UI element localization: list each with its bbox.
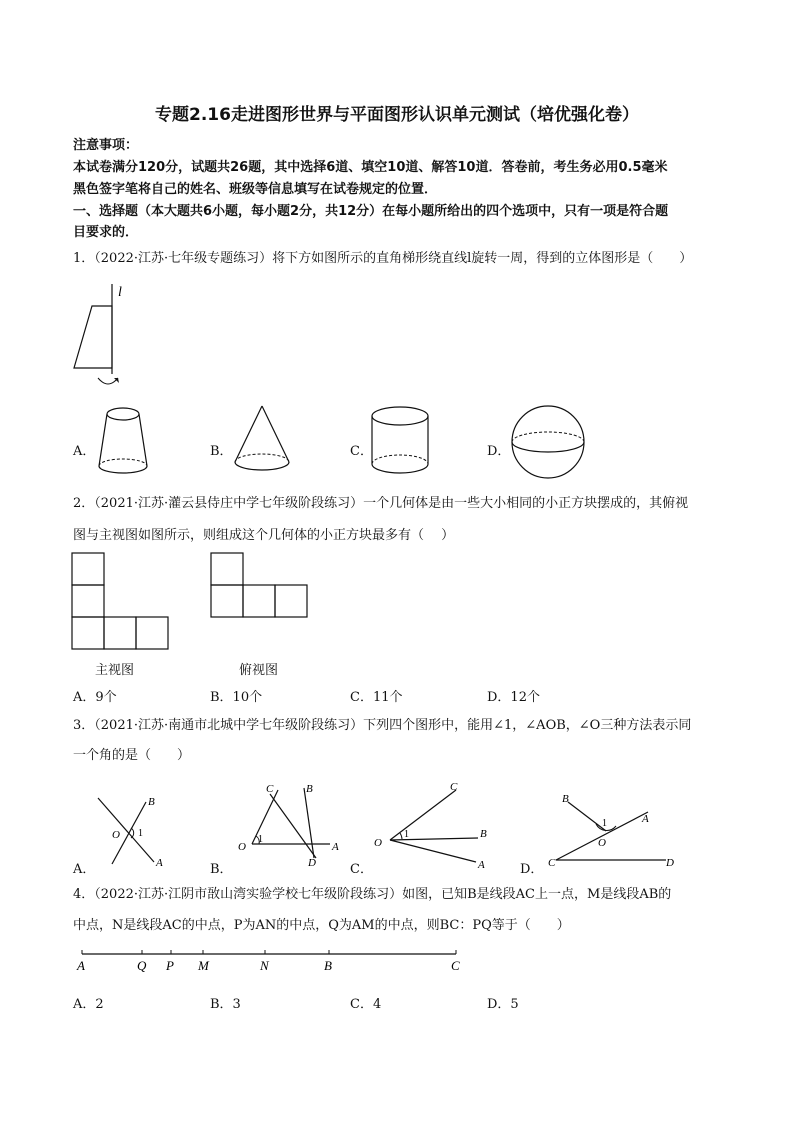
svg-text:O: O xyxy=(112,829,120,841)
q1-axis-label: l xyxy=(118,285,122,300)
q3-figure-b xyxy=(232,778,352,870)
q4-point-label: M xyxy=(198,958,209,973)
svg-text:A: A xyxy=(478,859,485,870)
q1-option-d[interactable]: D． xyxy=(487,444,511,459)
q3-option-d[interactable]: D． xyxy=(520,862,544,877)
q1-frustum-figure xyxy=(92,404,154,476)
q4-point-label: B xyxy=(324,958,332,973)
q4-stem-line-2: 中点，N是线段AC的中点，P为AN的中点，Q为AM的中点，则BC：PQ等于（ ） xyxy=(73,918,570,933)
svg-text:1: 1 xyxy=(138,828,143,839)
q3-figure-c xyxy=(372,778,502,870)
q1-option-a[interactable]: A． xyxy=(73,444,96,459)
svg-text:C: C xyxy=(450,781,458,793)
svg-text:B: B xyxy=(480,828,487,840)
q2-top-view-figure xyxy=(210,552,310,622)
q2-option-c[interactable]: C．11个 xyxy=(350,690,403,705)
q4-point-label: N xyxy=(260,958,269,973)
section-heading-line-1: 一、选择题（本大题共6小题，每小题2分，共12分）在每小题所给出的四个选项中，只有一项是符合题 xyxy=(73,204,669,219)
page-title: 专题2.16走进图形世界与平面图形认识单元测试（培优强化卷） xyxy=(155,105,639,125)
q4-stem-line-1: 4．（2022·江苏·江阴市敔山湾实验学校七年级阶段练习）如图，已知B是线段AC上一点，M是线段AB的 xyxy=(73,887,672,902)
q2-front-view-caption: 主视图 xyxy=(95,663,135,678)
svg-text:C: C xyxy=(548,857,556,868)
q3-stem-line-2: 一个角的是（ ） xyxy=(73,748,191,763)
svg-text:O: O xyxy=(238,841,246,853)
svg-text:B: B xyxy=(306,783,313,795)
q4-segment-figure xyxy=(68,946,468,978)
svg-text:O: O xyxy=(374,837,382,849)
q1-trapezoid-figure xyxy=(68,282,138,394)
q1-option-c[interactable]: C． xyxy=(350,444,373,459)
q1-option-b[interactable]: B． xyxy=(210,444,233,459)
q2-front-view-figure xyxy=(71,552,171,652)
q2-option-d[interactable]: D．12个 xyxy=(487,690,540,705)
svg-text:O: O xyxy=(598,837,606,849)
q4-option-b[interactable]: B．3 xyxy=(210,997,241,1012)
q2-top-view-caption: 俯视图 xyxy=(239,663,279,678)
svg-text:D: D xyxy=(666,857,674,868)
q4-point-label: Q xyxy=(137,958,147,973)
svg-text:A: A xyxy=(332,841,339,853)
q1-cone-figure xyxy=(230,404,294,474)
svg-text:1: 1 xyxy=(404,829,409,840)
svg-text:A: A xyxy=(642,813,649,825)
svg-text:A: A xyxy=(156,857,163,869)
section-heading-line-2: 目要求的． xyxy=(73,225,139,240)
q4-option-a[interactable]: A．2 xyxy=(73,997,104,1012)
q1-cylinder-figure xyxy=(368,404,432,476)
q4-point-label: A xyxy=(77,958,85,973)
notice-line-2: 黑色签字笔将自己的姓名、班级等信息填写在试卷规定的位置． xyxy=(73,182,438,197)
q2-option-a[interactable]: A．9个 xyxy=(73,690,117,705)
q1-stem: 1．（2022·江苏·七年级专题练习）将下方如图所示的直角梯形绕直线l旋转一周，得到的立体图形是（ ） xyxy=(73,251,693,266)
q4-option-c[interactable]: C．4 xyxy=(350,997,382,1012)
notice-line-1: 本试卷满分120分，试题共26题，其中选择6道、填空10道、解答10道．答卷前，考生务必用0.5毫米 xyxy=(73,160,668,175)
q2-stem-line-1: 2．（2021·江苏·灌云县侍庄中学七年级阶段练习）一个几何体是由一些大小相同的小正方块摆成的，其俯视 xyxy=(73,496,689,511)
q4-option-d[interactable]: D．5 xyxy=(487,997,519,1012)
svg-text:1: 1 xyxy=(258,834,263,845)
svg-text:D: D xyxy=(308,857,316,869)
q3-figure-a xyxy=(92,790,172,870)
svg-text:B: B xyxy=(148,796,155,808)
q2-stem-line-2: 图与主视图如图所示，则组成这个几何体的小正方块最多有（ ） xyxy=(73,528,455,543)
svg-text:1: 1 xyxy=(602,818,607,829)
q3-stem-line-1: 3．（2021·江苏·南通市北城中学七年级阶段练习）下列四个图形中，能用∠1，∠AOB，∠O三种方法表示同 xyxy=(73,718,692,733)
notice-heading: 注意事项： xyxy=(73,138,139,153)
q3-option-b[interactable]: B． xyxy=(210,862,233,877)
q4-point-label: P xyxy=(166,958,174,973)
q1-sphere-figure xyxy=(508,404,588,482)
q2-option-b[interactable]: B．10个 xyxy=(210,690,263,705)
q4-point-label: C xyxy=(451,958,460,973)
q3-option-a[interactable]: A． xyxy=(73,862,96,877)
q3-figure-d xyxy=(544,788,694,868)
q3-option-c[interactable]: C． xyxy=(350,862,373,877)
svg-text:B: B xyxy=(562,793,569,805)
svg-text:C: C xyxy=(266,783,274,795)
